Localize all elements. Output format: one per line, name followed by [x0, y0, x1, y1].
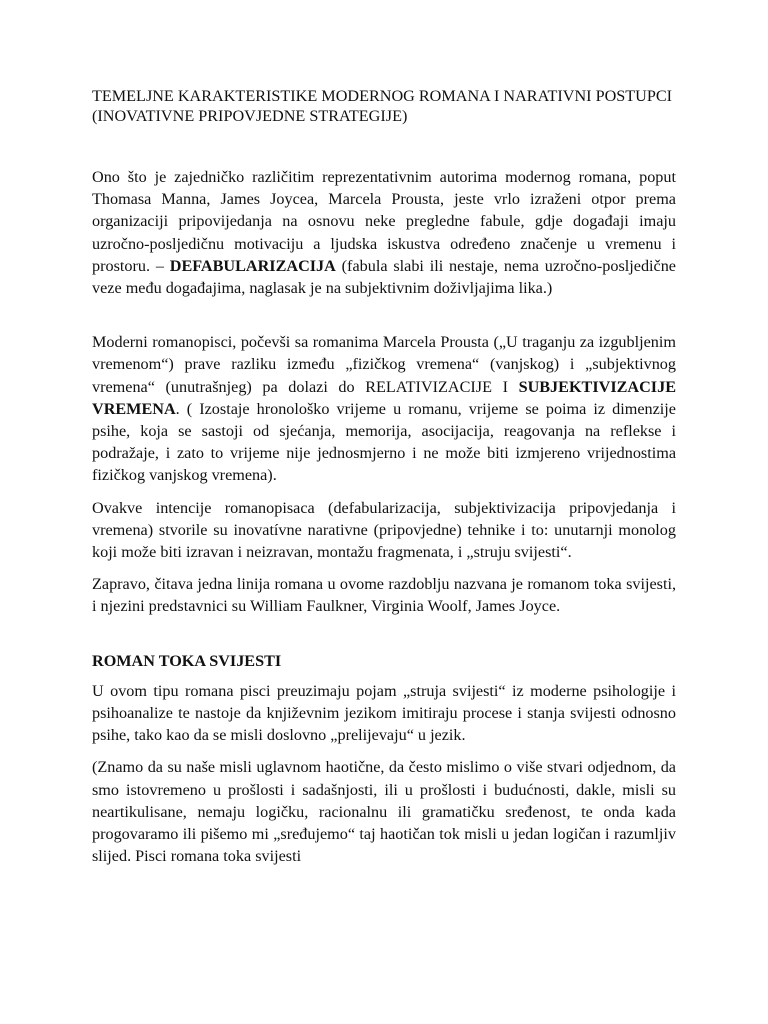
paragraph-text: Ono što je zajedničko različitim reprezentativnim autorima modernog romana, poput Thomasa Manna, James Joycea, Marcela Prousta, jeste vrlo izraženi otpor prema organizaciji pripovijedanja na osnovu neke pregledne fabule, gdje događaji imaju uzročno-posljedičnu motivaciju a ljudska iskustva određeno značenje u vremenu i prostoru. –: [92, 168, 676, 275]
paragraph-text: . ( Izostaje hronološko vrijeme u romanu, vrijeme se poima iz dimenzije psihe, koja se sastoji od sjećanja, memorija, asocijacija, reagovanja na reflekse i podražaje, i zato to vrijeme nije jednosmjerno i ne može biti izmjereno vrijednostima fizičkog vanjskog vremena).: [92, 399, 676, 485]
paragraph-stream-novel: Zapravo, čitava jedna linija romana u ovome razdoblju nazvana je romanom toka svijesti, i njezini predstavnici su William Faulkner, Virginia Woolf, James Joyce.: [92, 575, 676, 616]
paragraph-thoughts: (Znamo da su naše misli uglavnom haotične, da često mislimo o više stvari odjednom, da smo istovremeno u prošlosti i sadašnjosti, ili u prošlosti i budućnosti, dakle, misli su neartikulisane, nemaju logičku, racionalnu ili gramatičku sređenost, te onda kada progovaramo ili pišemo mi „sređujemo“ taj haotičan tok misli u jedan logičan i razumljiv slijed. Pisci romana toka svijesti: [92, 758, 676, 866]
term-defabularizacija: DEFABULARIZACIJA: [169, 256, 336, 275]
document-title: TEMELJNE KARAKTERISTIKE MODERNOG ROMANA I NARATIVNI POSTUPCI (INOVATIVNE PRIPOVJEDNE STRATEGIJE): [92, 87, 673, 125]
paragraph-defabularization: [92, 166, 676, 299]
paragraph-techniques: Ovakve intencije romanopisaca (defabularizacija, subjektivizacija pripovjedanja i vremena) stvorile su inovatívne narativne (pripovjedne) tehnike i to: unutarnji monolog koji može biti izravan i neizravan, montažu fragmenata, i „struju svijesti“.: [92, 498, 676, 562]
section-heading: ROMAN TOKA SVIJESTI: [92, 651, 282, 670]
paragraph-text: (fabula slabi ili nestaje, nema uzročno-posljedične veze među događajima, naglasak je na subjektivnim doživljajima lika.): [92, 256, 676, 298]
paragraph-stream-definition: U ovom tipu romana pisci preuzimaju pojam „struja svijesti“ iz moderne psihologije i psihoanalize te nastoje da književnim jezikom imitiraju procese i stanja svijesti odnosno psihe, tako kao da se misli doslovno „prelijevaju“ u jezik.: [92, 681, 676, 745]
paragraph-time: [92, 331, 676, 486]
term-subjektivizacija: SUBJEKTIVIZACIJE VREMENA: [92, 377, 676, 418]
paragraph-text: Moderni romanopisci, počevši sa romanima Marcela Prousta („U traganju za izgubljenim vremenom“) prave razliku između „fizičkog vremena“ (vanjskog) i „subjektivnog vremena“ (unutrašnjeg) pa dolazi do RELATIVIZACIJE I: [92, 333, 676, 396]
document-body: [92, 166, 676, 877]
